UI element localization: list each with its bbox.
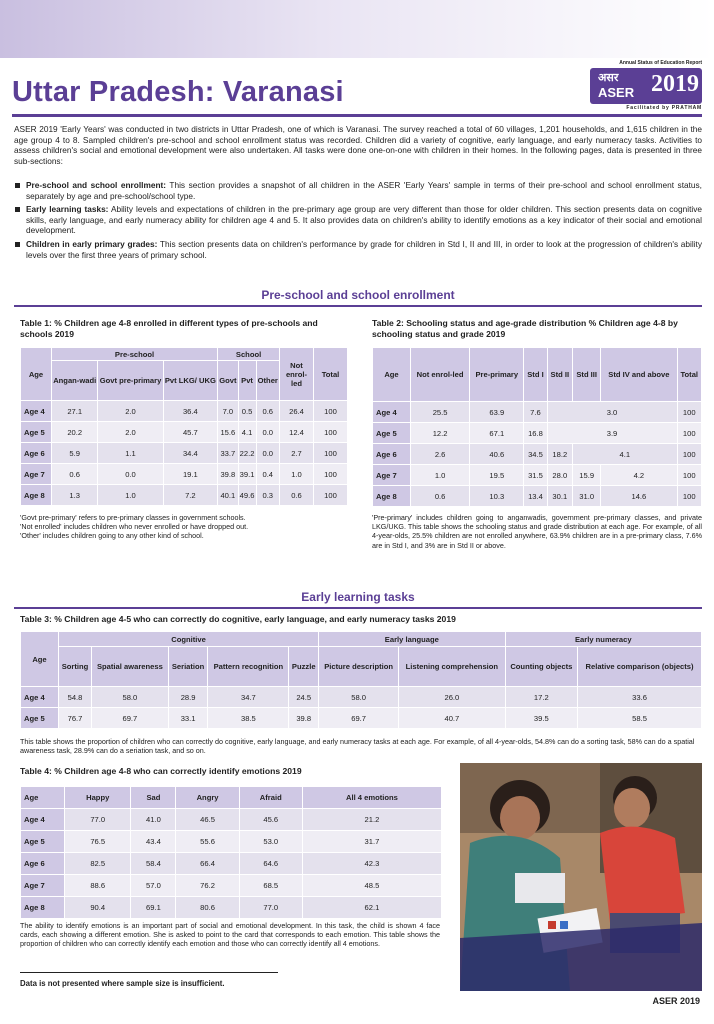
table-cell: 4.2 — [601, 465, 677, 486]
table1-header-school: School — [218, 348, 280, 361]
table-cell: 82.5 — [65, 853, 131, 875]
table-cell: 42.3 — [302, 853, 441, 875]
table-cell: 1.0 — [411, 465, 470, 486]
table-cell: 28.0 — [547, 465, 573, 486]
table-cell: 100 — [677, 465, 702, 486]
table1-header-preschool: Pre-school — [52, 348, 218, 361]
top-band — [0, 0, 714, 58]
table2-col: Std IV and above — [601, 348, 677, 402]
table-cell: Age 5 — [21, 422, 52, 443]
table-cell: 24.5 — [289, 687, 319, 708]
table-cell: 100 — [677, 486, 702, 507]
table1-caption: Table 1: % Children age 4-8 enrolled in different types of pre-schools and schools 2019 — [20, 318, 318, 339]
table3-col: Relative comparison (objects) — [578, 647, 702, 687]
footnote-rule — [20, 972, 278, 973]
table1-col: Pvt LKG/ UKG — [163, 361, 218, 401]
table-cell: 2.0 — [98, 401, 163, 422]
table-cell: 64.6 — [239, 853, 302, 875]
table-cell: 39.8 — [218, 464, 238, 485]
table-row — [373, 402, 702, 423]
table-cell: 7.2 — [163, 485, 218, 506]
table2-caption: Table 2: Schooling status and age-grade distribution % Children age 4-8 by schooling status and grade 2019 — [372, 318, 678, 339]
table-cell: 17.2 — [505, 687, 578, 708]
table-cell: 31.5 — [524, 465, 547, 486]
table-cell: 90.4 — [65, 897, 131, 919]
table2-col: Std I — [524, 348, 547, 402]
bullet-head: Early learning tasks: — [26, 204, 109, 215]
table-cell: 39.5 — [505, 708, 578, 729]
table-row — [373, 423, 702, 444]
table1-col: Other — [256, 361, 279, 401]
table4-col: Afraid — [239, 787, 302, 809]
table3-note: This table shows the proportion of children who can correctly do cognitive, early language, and early numeracy tasks at each age. For example, of all 4-year-olds, 54.8% can do a sorting task, 58% can do a spatial awareness task, 28.9% can do a seriation task, and so on. — [20, 737, 695, 756]
table-cell: 100 — [677, 444, 702, 465]
list-item — [14, 180, 702, 201]
table-cell: 45.6 — [239, 809, 302, 831]
logo-facilitated: Facilitated by PRATHAM — [626, 105, 702, 111]
table-cell: 0.4 — [256, 464, 279, 485]
table-cell: Age 4 — [373, 402, 411, 423]
table3 — [20, 631, 702, 729]
table3-caption: Table 3: % Children age 4-5 who can correctly do cognitive, early language, and early numeracy tasks 2019 — [20, 614, 456, 624]
list-item — [14, 204, 702, 236]
table-cell: 66.4 — [176, 853, 239, 875]
section-heading-enrollment: Pre-school and school enrollment — [14, 288, 702, 307]
table-row — [21, 897, 442, 919]
page-title: Uttar Pradesh: Varanasi — [12, 76, 344, 108]
table4-col: Sad — [131, 787, 176, 809]
table3-col: Counting objects — [505, 647, 578, 687]
table3-col: Pattern recognition — [208, 647, 289, 687]
table-cell: 22.2 — [238, 443, 256, 464]
table-cell: 21.2 — [302, 809, 441, 831]
table4-col: Age — [21, 787, 65, 809]
table-row — [373, 486, 702, 507]
table1-col: Pvt — [238, 361, 256, 401]
bullet-head: Children in early primary grades: — [26, 238, 158, 249]
table-cell: 63.9 — [470, 402, 524, 423]
table4-note: The ability to identify emotions is an important part of social and emotional development. In this task, the child is shown 4 face cards, each showing a different emotion. She is asked to point to the card that corresponds to each emotion. This table shows the proportion of children who can correctly identify each emotion and those who can correctly identify all 4 emotions. — [20, 921, 440, 949]
table-cell: 12.2 — [411, 423, 470, 444]
table-cell: 28.9 — [168, 687, 208, 708]
intro-paragraph: ASER 2019 'Early Years' was conducted in two districts in Uttar Pradesh, one of which is Varanasi. The survey reached a total of 60 villages, 1,201 households, and 1,615 children in the age group 4 to 8. Sampled children's pre-school and school enrollment status was recorded. Children did a variety of cognitive, early language, and early numeracy tasks. Activities to assess children's social and emotional development were also undertaken. All tasks were done one-on-one with children in their homes. In the following pages, data is presented in three sub-sections: — [14, 124, 702, 166]
table-cell: 0.6 — [411, 486, 470, 507]
table-cell: 31.0 — [573, 486, 601, 507]
table4-col: All 4 emotions — [302, 787, 441, 809]
table-cell: 45.7 — [163, 422, 218, 443]
bullet-head: Pre-school and school enrollment: — [26, 180, 167, 190]
table-cell: Age 5 — [373, 423, 411, 444]
table-cell: 100 — [677, 423, 702, 444]
table-cell: 69.1 — [131, 897, 176, 919]
table-cell: 31.7 — [302, 831, 441, 853]
table-cell: 0.3 — [256, 485, 279, 506]
table-cell: 1.0 — [280, 464, 314, 485]
table-cell: 38.5 — [208, 708, 289, 729]
table1-note: 'Not enrolled' includes children who never enrolled or have dropped out. — [20, 522, 249, 532]
table-cell: 53.0 — [239, 831, 302, 853]
table-cell: 40.1 — [218, 485, 238, 506]
table3-header-cognitive: Cognitive — [59, 632, 319, 647]
table-cell: 1.0 — [98, 485, 163, 506]
table-cell: 88.6 — [65, 875, 131, 897]
table-cell: 39.1 — [238, 464, 256, 485]
table3-col: Sorting — [59, 647, 92, 687]
table-cell: 18.2 — [547, 444, 573, 465]
table-cell: 76.7 — [59, 708, 92, 729]
table-row — [21, 485, 348, 506]
table3-header-numeracy: Early numeracy — [505, 632, 701, 647]
table-cell: Age 6 — [373, 444, 411, 465]
table-cell: 36.4 — [163, 401, 218, 422]
table-cell: 0.5 — [238, 401, 256, 422]
table-cell: 68.5 — [239, 875, 302, 897]
logo-box — [590, 68, 706, 104]
table-row — [21, 443, 348, 464]
table-cell: 34.5 — [524, 444, 547, 465]
table-cell: Age 4 — [21, 687, 59, 708]
table-cell: Age 4 — [21, 809, 65, 831]
table-cell: 27.1 — [52, 401, 98, 422]
table2-col: Total — [677, 348, 702, 402]
table3-col: Puzzle — [289, 647, 319, 687]
table-row — [21, 422, 348, 443]
table-row — [21, 687, 702, 708]
list-item — [14, 239, 702, 260]
table-row — [21, 853, 442, 875]
table-cell: Age 4 — [21, 401, 52, 422]
table-cell: 76.2 — [176, 875, 239, 897]
table-cell: 15.9 — [573, 465, 601, 486]
table-cell: 39.8 — [289, 708, 319, 729]
table-row — [21, 464, 348, 485]
table-row — [21, 708, 702, 729]
table-cell: 43.4 — [131, 831, 176, 853]
table-cell: 1.1 — [98, 443, 163, 464]
table1-note: 'Govt pre-primary' refers to pre-primary classes in government schools. — [20, 513, 246, 522]
table1-header-notenrolled: Not enrol-led — [280, 348, 314, 401]
table-cell: 57.0 — [131, 875, 176, 897]
photo-illustration — [460, 763, 702, 991]
table-cell: 14.6 — [601, 486, 677, 507]
aser-logo — [590, 60, 706, 112]
table-cell: 7.6 — [524, 402, 547, 423]
table4-col: Angry — [176, 787, 239, 809]
table-cell: 0.0 — [98, 464, 163, 485]
table2-col: Age — [373, 348, 411, 402]
table-row — [21, 875, 442, 897]
table1 — [20, 347, 348, 506]
table-cell: 49.6 — [238, 485, 256, 506]
table-cell: 40.6 — [470, 444, 524, 465]
table1-col: Angan-wadi — [52, 361, 98, 401]
table2 — [372, 347, 702, 507]
table-cell: 46.5 — [176, 809, 239, 831]
table2-note: 'Pre-primary' includes children going to anganwadis, government pre-primary classes, and private LKG/UKG. This table shows the schooling status and grade distribution at each age. For example, of all 4-year-olds, 25.5% children are not enrolled anywhere, 63.9% children are in a pre-primary class, 7.6% are in Std I, and 3% are in Std II or above. — [372, 513, 702, 550]
table-cell: Age 7 — [21, 464, 52, 485]
table-cell: Age 6 — [21, 443, 52, 464]
table-row — [21, 831, 442, 853]
table-cell: 3.9 — [547, 423, 677, 444]
table-cell: 58.0 — [91, 687, 168, 708]
table-cell: Age 7 — [21, 875, 65, 897]
table-cell: 0.6 — [52, 464, 98, 485]
table-row — [373, 465, 702, 486]
logo-tagline: Annual Status of Education Report — [619, 60, 702, 66]
table-cell: 100 — [314, 422, 348, 443]
table-cell: 25.5 — [411, 402, 470, 423]
footer-label: ASER 2019 — [652, 996, 700, 1006]
table-cell: 19.1 — [163, 464, 218, 485]
table-cell: 76.5 — [65, 831, 131, 853]
table-cell: 100 — [314, 464, 348, 485]
table-cell: 16.8 — [524, 423, 547, 444]
logo-rural: RURAL — [700, 74, 706, 91]
table-row — [21, 809, 442, 831]
table-cell: 33.6 — [578, 687, 702, 708]
table-cell: 4.1 — [238, 422, 256, 443]
table-cell: 26.0 — [399, 687, 505, 708]
table-cell: 34.7 — [208, 687, 289, 708]
table-cell: 15.6 — [218, 422, 238, 443]
table-cell: 0.6 — [256, 401, 279, 422]
table1-note: 'Other' includes children going to any other kind of school. — [20, 531, 204, 541]
table-cell: 0.0 — [256, 422, 279, 443]
table-cell: 4.1 — [573, 444, 677, 465]
table-cell: 7.0 — [218, 401, 238, 422]
logo-hindi: असर — [598, 72, 619, 84]
bullet-text: Ability levels and expectations of children in the pre-primary age group are very different than those for older children. This section presents data on cognitive skills, early language, and early numeracy ability for children age 4 and 5. It also provides data on children's ability to identify emotions as a key indicator of their social and emotional development. — [26, 204, 702, 236]
table-cell: 13.4 — [524, 486, 547, 507]
table-cell: Age 8 — [21, 897, 65, 919]
table-cell: 77.0 — [239, 897, 302, 919]
table3-col: Listening comprehension — [399, 647, 505, 687]
table-cell: 48.5 — [302, 875, 441, 897]
table1-header-age: Age — [21, 348, 52, 401]
table-cell: Age 7 — [373, 465, 411, 486]
table-cell: 1.3 — [52, 485, 98, 506]
table1-col: Govt — [218, 361, 238, 401]
table2-col: Pre-primary — [470, 348, 524, 402]
table-row — [373, 444, 702, 465]
table-cell: 0.6 — [280, 485, 314, 506]
table2-col: Std II — [547, 348, 573, 402]
table-cell: 2.0 — [98, 422, 163, 443]
table-cell: 77.0 — [65, 809, 131, 831]
table1-col: Govt pre-primary — [98, 361, 163, 401]
table3-col: Picture description — [319, 647, 399, 687]
table-cell: 5.9 — [52, 443, 98, 464]
table-cell: 0.0 — [256, 443, 279, 464]
table3-header-age: Age — [21, 632, 59, 687]
section-heading-early-learning: Early learning tasks — [14, 590, 702, 609]
table-cell: 67.1 — [470, 423, 524, 444]
table-cell: 58.4 — [131, 853, 176, 875]
table4-col: Happy — [65, 787, 131, 809]
table-cell: 19.5 — [470, 465, 524, 486]
table-cell: 55.6 — [176, 831, 239, 853]
table-cell: 58.5 — [578, 708, 702, 729]
table-cell: 100 — [677, 402, 702, 423]
table-cell: 100 — [314, 443, 348, 464]
table4 — [20, 786, 442, 919]
table-cell: 10.3 — [470, 486, 524, 507]
table-cell: Age 8 — [373, 486, 411, 507]
bullet-text: This section presents data on children's performance by grade for children in Std I, II and III, in order to look at the progression of children's ability levels over the first three years of primary school. — [26, 238, 702, 260]
table-cell: 34.4 — [163, 443, 218, 464]
table-cell: 20.2 — [52, 422, 98, 443]
logo-aser: ASER — [598, 85, 635, 100]
table-cell: 26.4 — [280, 401, 314, 422]
table-cell: 69.7 — [91, 708, 168, 729]
table-cell: 33.1 — [168, 708, 208, 729]
table3-col: Seriation — [168, 647, 208, 687]
photo-child-assessment — [460, 763, 702, 991]
subsection-list — [14, 180, 702, 263]
table-cell: 41.0 — [131, 809, 176, 831]
table1-notes — [20, 513, 350, 541]
table2-col: Not enrol-led — [411, 348, 470, 402]
table-cell: 100 — [314, 401, 348, 422]
table-cell: 100 — [314, 485, 348, 506]
table-cell: 2.7 — [280, 443, 314, 464]
table4-caption: Table 4: % Children age 4-8 who can correctly identify emotions 2019 — [20, 766, 302, 776]
table-cell: 69.7 — [319, 708, 399, 729]
table1-header-total: Total — [314, 348, 348, 401]
title-rule — [12, 114, 702, 117]
table3-col: Spatial awareness — [91, 647, 168, 687]
table3-header-language: Early language — [319, 632, 505, 647]
footnote: Data is not presented where sample size is insufficient. — [20, 979, 225, 988]
table-cell: 58.0 — [319, 687, 399, 708]
table-cell: 54.8 — [59, 687, 92, 708]
table-cell: 33.7 — [218, 443, 238, 464]
table-cell: 80.6 — [176, 897, 239, 919]
table-cell: Age 5 — [21, 708, 59, 729]
bullet-text: This section provides a snapshot of all children in the ASER 'Early Years' sample in terms of their pre-school and school enrollment status, separately by age and pre-school/school type. — [26, 180, 702, 201]
table-cell: 40.7 — [399, 708, 505, 729]
table-cell: 12.4 — [280, 422, 314, 443]
logo-year: 2019 — [651, 71, 699, 97]
table-cell: Age 5 — [21, 831, 65, 853]
table-cell: 30.1 — [547, 486, 573, 507]
table-cell: 62.1 — [302, 897, 441, 919]
table-cell: Age 6 — [21, 853, 65, 875]
table-row — [21, 401, 348, 422]
table-cell: 3.0 — [547, 402, 677, 423]
table2-col: Std III — [573, 348, 601, 402]
table-cell: 2.6 — [411, 444, 470, 465]
table-cell: Age 8 — [21, 485, 52, 506]
